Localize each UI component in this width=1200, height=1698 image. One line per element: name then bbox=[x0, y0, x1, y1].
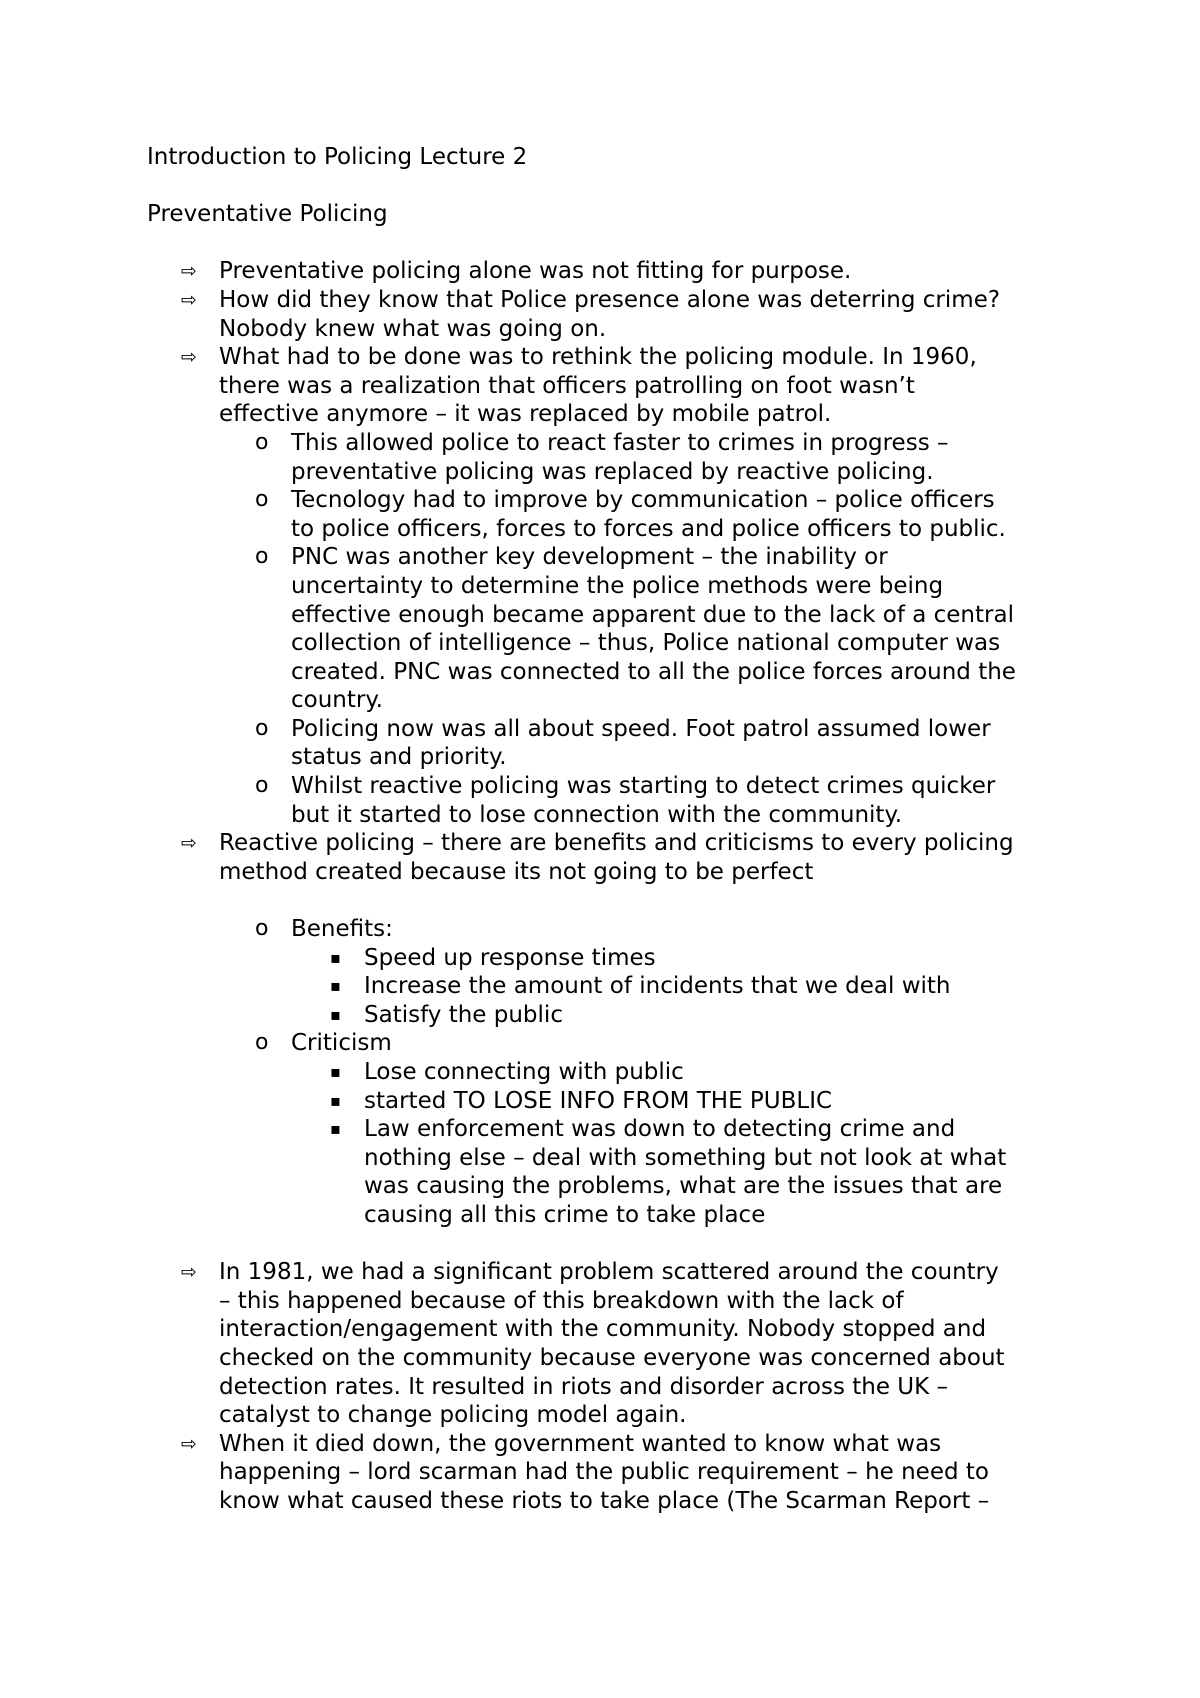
square-bullet-icon: ▪ bbox=[330, 1004, 341, 1024]
arrow-bullet-icon: ⇨ bbox=[181, 832, 197, 855]
arrow-bullet-icon: ⇨ bbox=[181, 346, 197, 369]
circle-bullet-icon: o bbox=[255, 773, 269, 799]
list-item bbox=[147, 343, 1077, 429]
list-item-text: Lose connecting with public bbox=[364, 1059, 684, 1085]
list-item bbox=[147, 429, 1077, 486]
arrow-bullet-icon: ⇨ bbox=[181, 288, 197, 311]
list-item-text: Policing now was all about speed. Foot patrol assumed lower status and priority. bbox=[291, 715, 991, 771]
square-bullet-icon: ▪ bbox=[330, 947, 341, 967]
list-item-text: In 1981, we had a significant problem scattered around the country – this happened because of this breakdown with the lack of interaction/engagement with the community. Nobody stopped and checked on the community because everyone was concerned about detection rates. It resulted in riots and disorder across the UK – catalyst to change policing model again. bbox=[219, 1259, 1005, 1429]
document-body bbox=[147, 143, 1077, 1516]
list-item bbox=[147, 972, 1077, 1001]
list-item-text: started TO LOSE INFO FROM THE PUBLIC bbox=[364, 1087, 833, 1114]
list-item bbox=[147, 1029, 1077, 1058]
list-item bbox=[147, 829, 1077, 886]
list-item-text: Increase the amount of incidents that we deal with bbox=[364, 973, 951, 1000]
circle-bullet-icon: o bbox=[255, 544, 269, 570]
list-item bbox=[147, 715, 1077, 772]
circle-bullet-icon: o bbox=[255, 715, 269, 741]
list-item bbox=[147, 1087, 1077, 1116]
list-item bbox=[147, 543, 1077, 715]
list-item-text: Criticism bbox=[291, 1030, 392, 1057]
arrow-bullet-icon: ⇨ bbox=[181, 1261, 197, 1284]
list-item bbox=[147, 1058, 1077, 1087]
list-item-text: Reactive policing – there are benefits and criticisms to every policing method created because its not going to be perfect bbox=[219, 830, 1014, 885]
square-bullet-icon: ▪ bbox=[330, 1090, 341, 1110]
list-item bbox=[147, 286, 1077, 343]
list-item-text: PNC was another key development – the inability or uncertainty to determine the police methods were being effective enough became apparent due to the lack of a central collection of intelligence – thus, Police national computer was created. PNC was connected to all the police forces around the country. bbox=[291, 544, 1016, 714]
circle-bullet-icon: o bbox=[255, 429, 269, 455]
arrow-bullet-icon: ⇨ bbox=[181, 260, 197, 283]
circle-bullet-icon: o bbox=[255, 916, 269, 942]
square-bullet-icon: ▪ bbox=[330, 1119, 341, 1139]
bullet-list bbox=[147, 257, 1077, 1515]
square-bullet-icon: ▪ bbox=[330, 976, 341, 996]
list-item-text: Whilst reactive policing was starting to detect crimes quicker but it started to lose connection with the community. bbox=[291, 773, 996, 828]
list-item-text: Law enforcement was down to detecting crime and nothing else – deal with something but not look at what was causing the problems, what are the issues that are causing all this crime to take place bbox=[364, 1116, 1007, 1228]
list-item bbox=[147, 1115, 1077, 1229]
document-title: Introduction to Policing Lecture 2 bbox=[147, 144, 528, 170]
list-item-text: When it died down, the government wanted to know what was happening – lord scarman had the public requirement – he need to know what caused these riots to take place (The Scarman Report – bbox=[219, 1430, 990, 1514]
list-item bbox=[147, 1001, 1077, 1030]
list-item bbox=[147, 486, 1077, 543]
circle-bullet-icon: o bbox=[255, 1030, 269, 1056]
list-item-text: Satisfy the public bbox=[364, 1001, 563, 1028]
square-bullet-icon: ▪ bbox=[330, 1062, 341, 1081]
list-item-text: Benefits: bbox=[291, 916, 393, 943]
list-item-text: Preventative policing alone was not fitting for purpose. bbox=[219, 258, 852, 285]
circle-bullet-icon: o bbox=[255, 487, 269, 513]
list-item bbox=[147, 1430, 1077, 1516]
text-line: How did they know that Police presence alone was deterring crime? bbox=[219, 286, 1001, 313]
list-item-text bbox=[219, 286, 1077, 343]
list-item bbox=[147, 915, 1077, 944]
list-item bbox=[147, 257, 1077, 286]
arrow-bullet-icon: ⇨ bbox=[181, 1432, 197, 1455]
list-item-text: Speed up response times bbox=[364, 944, 656, 971]
blank-line bbox=[147, 1230, 1077, 1259]
list-item-text: What had to be done was to rethink the policing module. In 1960, there was a realization that officers patrolling on foot wasn’t effective anymore – it was replaced by mobile patrol. bbox=[219, 344, 977, 428]
list-item bbox=[147, 772, 1077, 829]
blank-line bbox=[147, 886, 1077, 915]
list-item-text: This allowed police to react faster to crimes in progress – preventative policing was replaced by reactive policing. bbox=[291, 429, 949, 485]
list-item-text: Tecnology had to improve by communication – police officers to police officers, forces to forces and police officers to public. bbox=[291, 487, 1006, 542]
text-line: Nobody knew what was going on. bbox=[219, 315, 607, 342]
list-item bbox=[147, 1258, 1077, 1430]
section-heading: Preventative Policing bbox=[147, 201, 388, 228]
list-item bbox=[147, 944, 1077, 973]
